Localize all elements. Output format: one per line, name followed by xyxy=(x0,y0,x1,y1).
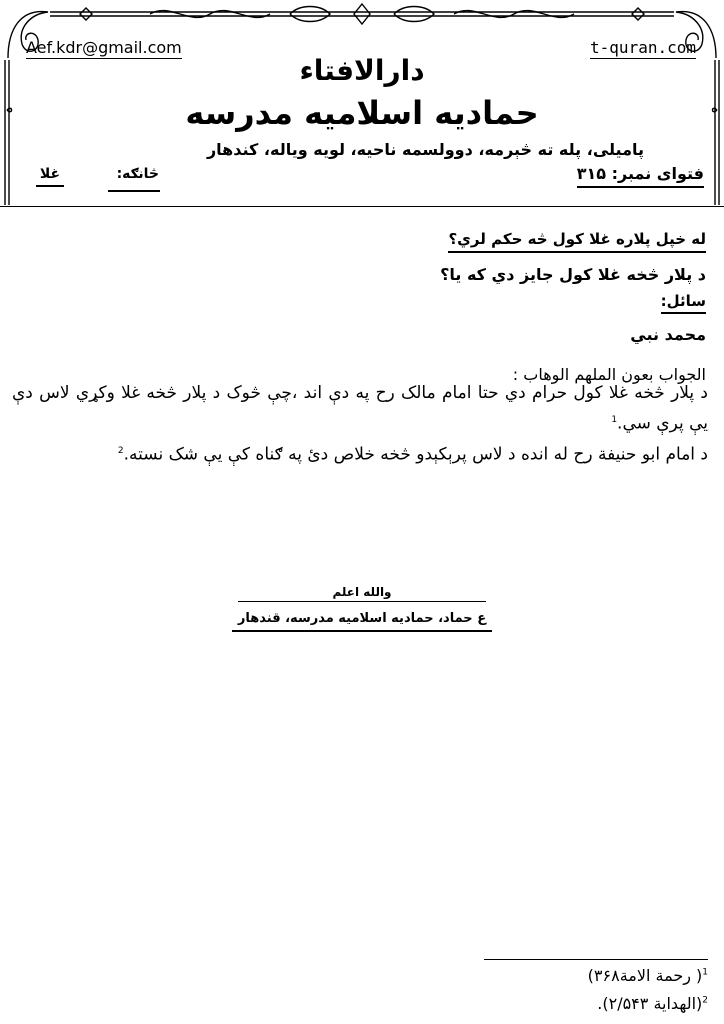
chapter-label: څانګه: xyxy=(116,166,159,182)
question-heading: له خپل پلاره غلا کول څه حکم لري؟ xyxy=(448,230,706,253)
answer-paragraph-1 xyxy=(12,380,708,438)
footnote-2 xyxy=(597,994,708,1013)
answer-heading: الجواب بعون الملهم الوهاب : xyxy=(512,365,706,384)
footnote-1-text: ( رحمة الامة۳۶۸) xyxy=(587,966,703,985)
footnote-1-number: 1 xyxy=(702,967,708,978)
madrasa-name: حمادیه اسلامیه مدرسه xyxy=(185,94,539,132)
signatory: ع حماد، حمادیه اسلامیه مدرسه، قندهار xyxy=(232,611,492,632)
footnote-rule xyxy=(484,959,708,960)
header-divider xyxy=(0,206,724,207)
closing-phrase: والله اعلم xyxy=(332,585,392,599)
question-text: د پلار څخه غلا کول جایز دي که یا؟ xyxy=(440,265,706,284)
footnote-1 xyxy=(588,966,708,985)
email-address[interactable]: Aef.kdr@gmail.com xyxy=(26,38,182,57)
chapter-underline xyxy=(108,190,160,192)
answer-body xyxy=(12,380,708,468)
office-title: دارالافتاء xyxy=(299,54,425,87)
signature-line xyxy=(238,601,486,602)
chapter-value: غلا xyxy=(36,166,64,187)
address-line: پامیلی، پله ته څېرمه، دوولسمه ناحیه، لویه ویاله، کندهار xyxy=(206,140,644,159)
website-address[interactable]: t-quran.com xyxy=(590,38,696,57)
answer-paragraph-2-text: د امام ابو حنيفة رح له انده د لاس پرېکېدو څخه خلاص دئ په ګناه کې يې شک نسته. xyxy=(123,444,708,465)
footnote-ref-2[interactable]: 2 xyxy=(117,445,124,456)
answer-paragraph-1-text: د پلار څخه غلا کول حرام دي حتا امام مالک رح په دې اند ،چې څوک د پلار څخه غلا وکړي لاس دې يې پرې سي. xyxy=(12,383,708,434)
fatwa-number: فتوای نمبر: ۳۱۵ xyxy=(577,164,704,188)
footnote-ref-1[interactable]: 1 xyxy=(611,415,618,425)
footnote-2-number: 2 xyxy=(702,995,708,1006)
asker-label: سائل: xyxy=(661,292,706,314)
footnote-2-text: (الهداية ۲/۵۴۳). xyxy=(597,994,703,1013)
asker-name: محمد نبي xyxy=(630,325,706,344)
answer-paragraph-2 xyxy=(12,438,708,469)
